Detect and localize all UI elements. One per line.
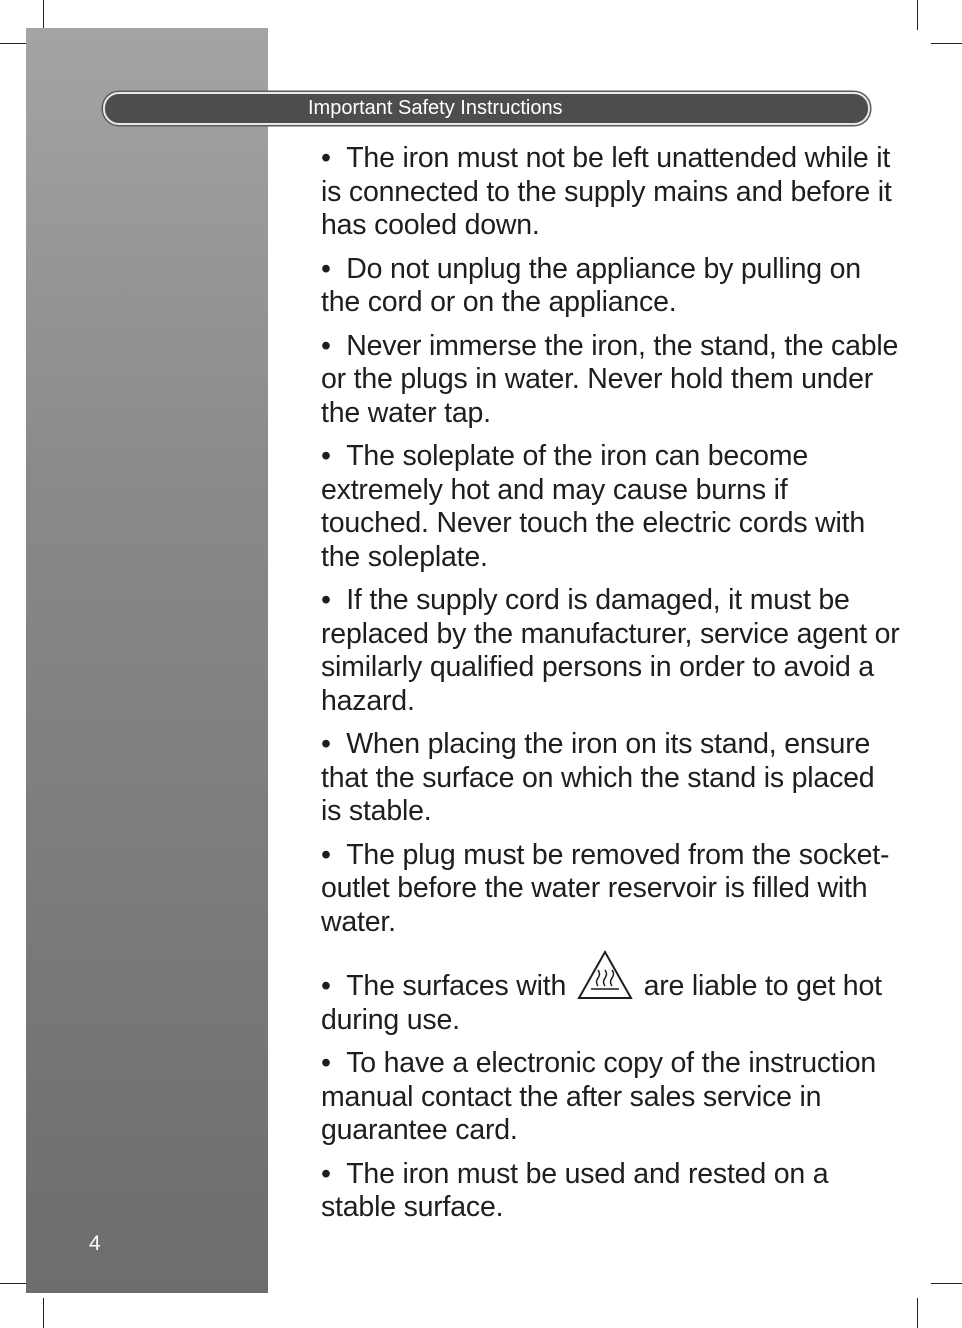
instruction-text: If the supply cord is damaged, it must be replaced by the manufacturer, service agent or similarly qualified persons in order to avoid a hazard. [321, 584, 900, 717]
instruction-item [321, 584, 901, 718]
bullet: • [321, 1047, 331, 1079]
instruction-text: The iron must be used and rested on a stable surface. [321, 1157, 829, 1223]
crop-mark [43, 0, 44, 30]
bullet: • [321, 1157, 331, 1190]
instruction-text: are liable to get hot during use. [321, 970, 882, 1036]
instruction-text: Do not unplug the appliance by pulling on the cord or on the appliance. [321, 252, 861, 318]
side-band [26, 28, 268, 1293]
header-title: Important Safety Instructions [308, 97, 563, 119]
instruction-item [321, 253, 901, 320]
instruction-text: To have a electronic copy of the instruction manual contact the after sales service in guarantee card. [321, 1047, 877, 1146]
crop-mark [931, 43, 962, 44]
instruction-item [321, 839, 901, 940]
instruction-text: The surfaces with [346, 970, 567, 1002]
bullet: • [321, 440, 331, 472]
crop-mark [931, 1283, 962, 1284]
hot-surface-warning-icon [576, 949, 634, 1001]
bullet: • [321, 838, 331, 871]
instruction-text: The plug must be removed from the socket-outlet before the water reservoir is filled with water. [321, 838, 890, 938]
instruction-item [321, 728, 901, 829]
instruction-item [321, 1047, 901, 1148]
crop-mark [43, 1298, 44, 1328]
bullet: • [321, 329, 331, 362]
bullet: • [321, 970, 331, 1002]
crop-mark [917, 0, 918, 30]
instruction-item [321, 142, 901, 243]
bullet: • [321, 728, 331, 760]
bullet: • [321, 252, 331, 285]
instruction-text: The soleplate of the iron can become extremely hot and may cause burns if touched. Never touch the electric cords with the soleplate. [321, 440, 866, 573]
header-bar [103, 92, 870, 125]
instruction-item [321, 440, 901, 574]
instruction-text: When placing the iron on its stand, ensure that the surface on which the stand is placed is stable. [321, 728, 875, 827]
instruction-list [321, 142, 901, 1235]
instruction-item [321, 1158, 901, 1225]
instruction-text: The iron must not be left unattended while it is connected to the supply mains and before it has cooled down. [321, 142, 892, 241]
instruction-item [321, 949, 901, 1037]
crop-mark [917, 1298, 918, 1328]
bullet: • [321, 584, 331, 616]
bullet: • [321, 142, 331, 174]
instruction-text: Never immerse the iron, the stand, the cable or the plugs in water. Never hold them under the water tap. [321, 329, 899, 429]
instruction-item [321, 330, 901, 431]
page-number: 4 [89, 1232, 101, 1255]
